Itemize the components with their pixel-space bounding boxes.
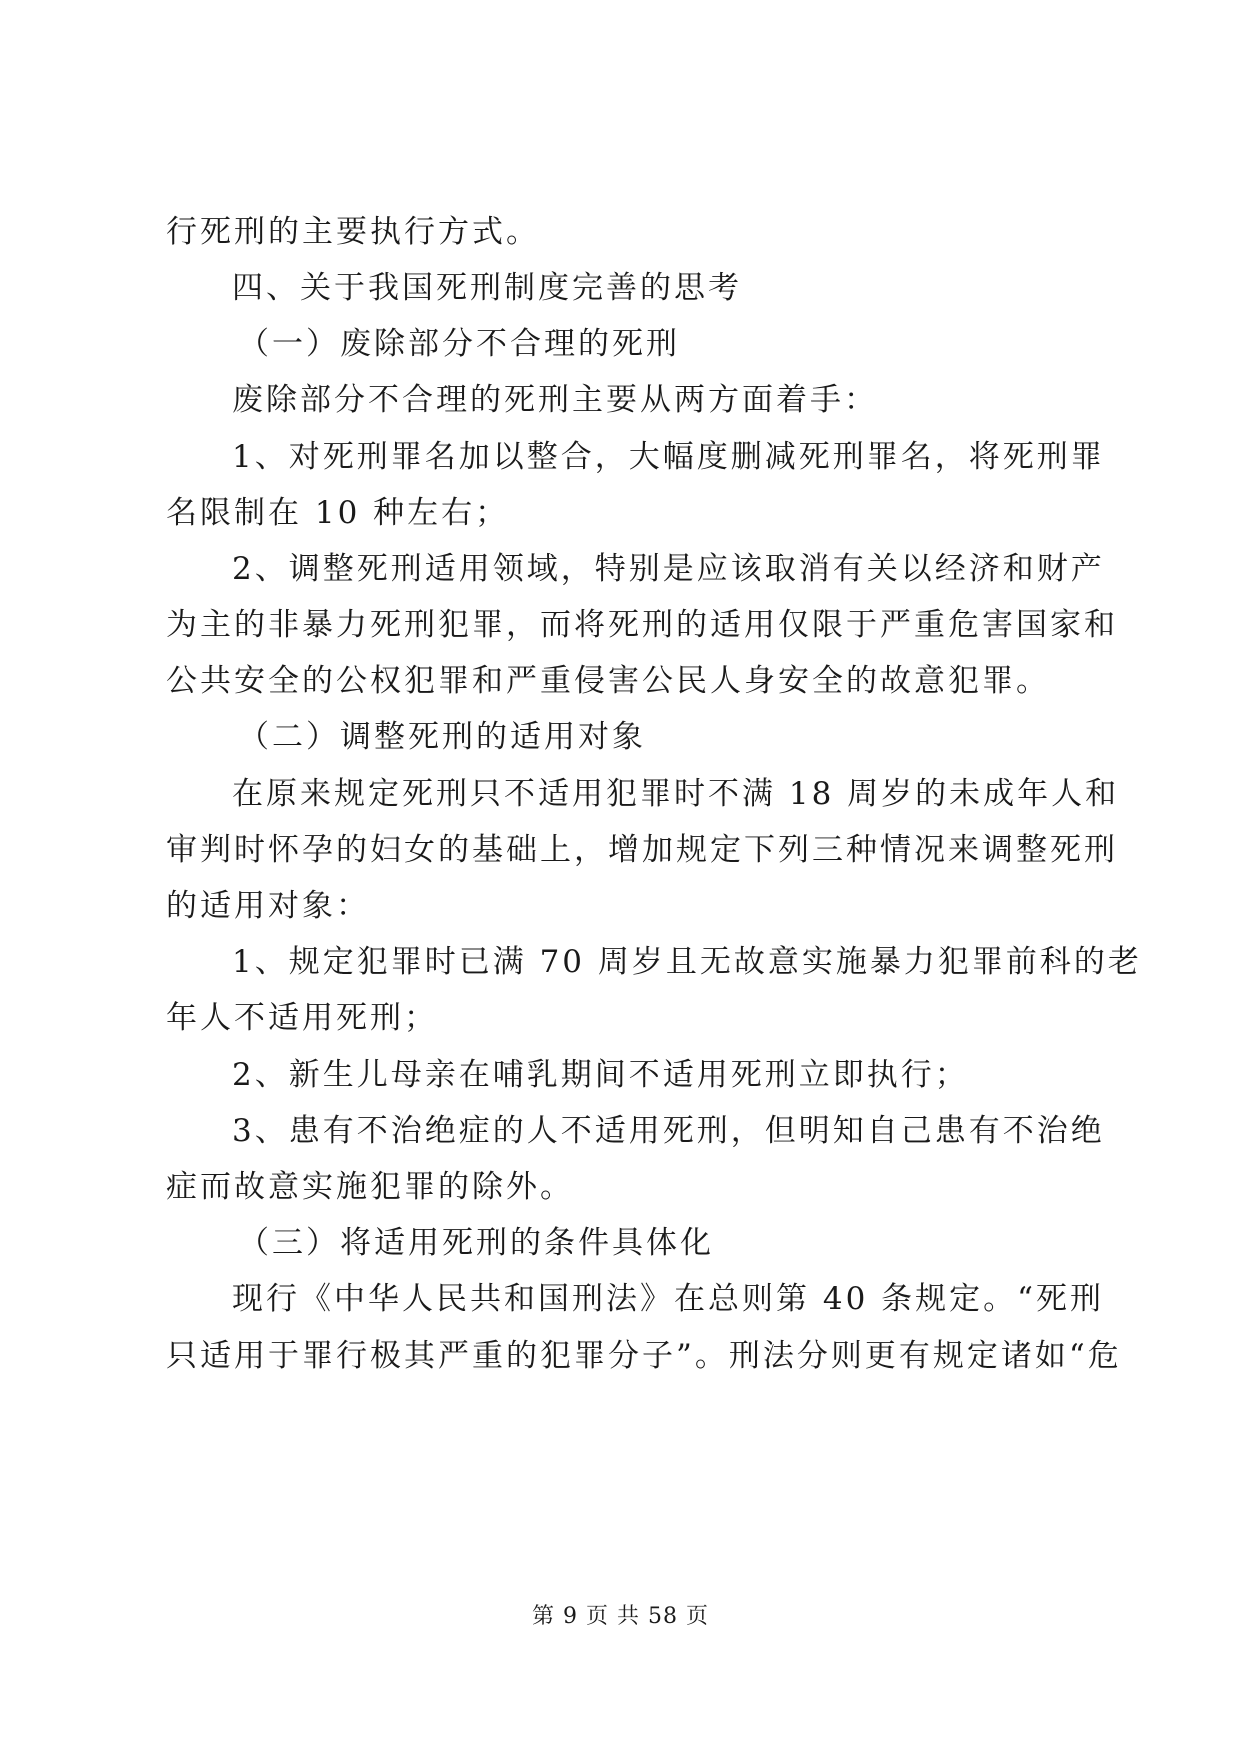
text-line: 2、调整死刑适用领域，特别是应该取消有关以经济和财产 <box>232 551 1105 587</box>
text-line: 为主的非暴力死刑犯罪，而将死刑的适用仅限于严重危害国家和 <box>166 607 1118 643</box>
text-line: 行死刑的主要执行方式。 <box>166 214 540 250</box>
text-line: 名限制在 10 种左右； <box>166 495 510 531</box>
section-heading: 四、关于我国死刑制度完善的思考 <box>232 270 742 306</box>
text-line: 审判时怀孕的妇女的基础上，增加规定下列三种情况来调整死刑 <box>166 832 1118 868</box>
text-line: 1、对死刑罪名加以整合，大幅度删减死刑罪名，将死刑罪 <box>232 439 1105 475</box>
text-line: 公共安全的公权犯罪和严重侵害公民人身安全的故意犯罪。 <box>166 663 1050 699</box>
text-line: 症而故意实施犯罪的除外。 <box>166 1169 574 1205</box>
text-line: 2、新生儿母亲在哺乳期间不适用死刑立即执行； <box>232 1057 969 1093</box>
text-line: 的适用对象： <box>166 888 370 924</box>
text-line: 废除部分不合理的死刑主要从两方面着手： <box>232 382 878 418</box>
text-line: 年人不适用死刑； <box>166 1000 438 1036</box>
text-line: 只适用于罪行极其严重的犯罪分子”。刑法分则更有规定诸如“危 <box>166 1338 1122 1374</box>
subsection-heading: （一）废除部分不合理的死刑 <box>238 326 680 362</box>
text-line: 3、患有不治绝症的人不适用死刑，但明知自己患有不治绝 <box>232 1113 1105 1149</box>
page-number-footer: 第 9 页 共 58 页 <box>532 1604 709 1629</box>
text-line: 现行《中华人民共和国刑法》在总则第 40 条规定。“死刑 <box>232 1281 1104 1317</box>
subsection-heading: （三）将适用死刑的条件具体化 <box>238 1225 714 1261</box>
subsection-heading: （二）调整死刑的适用对象 <box>238 719 646 755</box>
text-line: 1、规定犯罪时已满 70 周岁且无故意实施暴力犯罪前科的老 <box>232 944 1142 980</box>
text-line: 在原来规定死刑只不适用犯罪时不满 18 周岁的未成年人和 <box>232 776 1120 812</box>
